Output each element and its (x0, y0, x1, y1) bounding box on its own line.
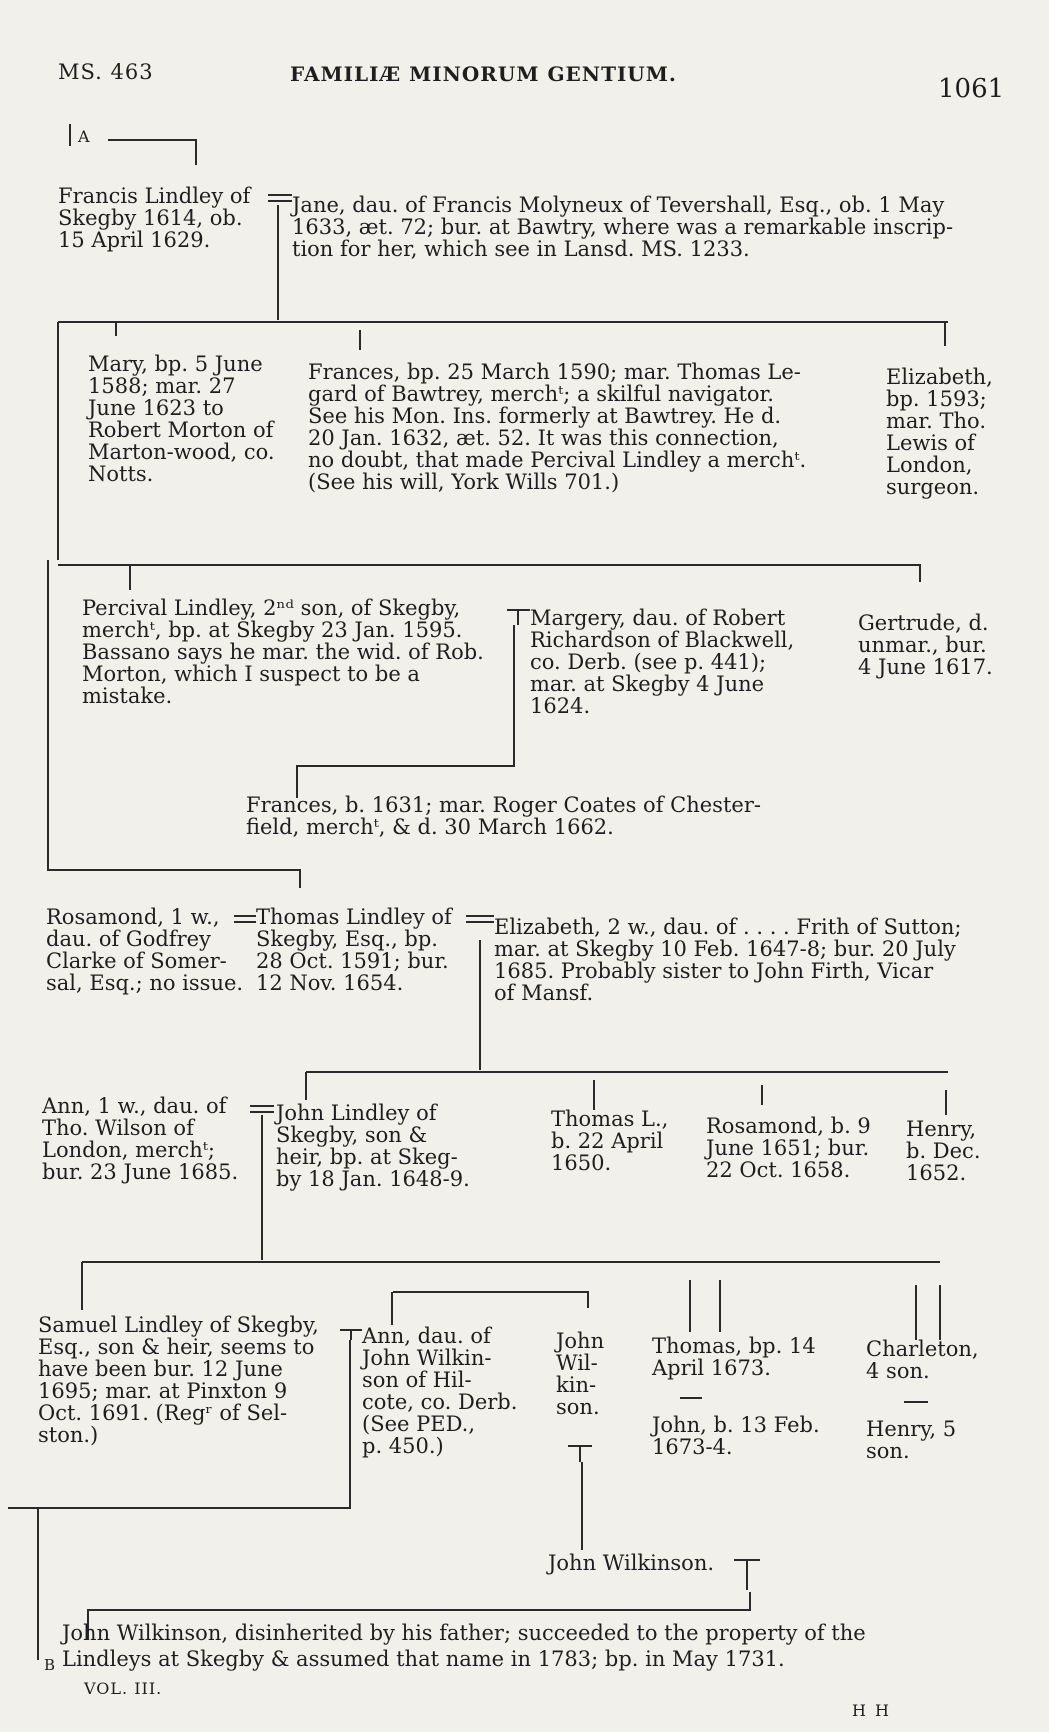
john-lindley-entry: John Lindley of Skegby, son & heir, bp. at Skeg- by 18 Jan. 1648-9. (276, 1101, 470, 1191)
rosamond-clarke-entry: Rosamond, 1 w., dau. of Godfrey Clarke of Somer- sal, Esq.; no issue. (46, 905, 244, 995)
jane-molyneux-entry: Jane, dau. of Francis Molyneux of Tevershall, Esq., ob. 1 May 1633, æt. 72; bur. at Bawtry, where was a remarkable inscrip- tion for her, which see in Lansd. MS. 1233. (292, 193, 954, 261)
john-wilkinson-son-entry: John Wil- kin- son. (556, 1329, 605, 1419)
ann-wilson-entry: Ann, 1 w., dau. of Tho. Wilson of London, merchᵗ; bur. 23 June 1685. (42, 1094, 239, 1184)
margery-richardson-entry: Margery, dau. of Robert Richardson of Blackwell, co. Derb. (see p. 441); mar. at Skegby 4 June 1624. (530, 606, 795, 718)
thomas-l-entry: Thomas L., b. 22 April 1650. (551, 1107, 669, 1175)
rosamond-b-entry: Rosamond, b. 9 June 1651; bur. 22 Oct. 1658. (706, 1114, 871, 1182)
ann-wilkinson-entry: Ann, dau. of John Wilkin- son of Hil- cote, co. Derb. (See PED., p. 450.) (362, 1324, 518, 1458)
frances-coates-entry: Frances, b. 1631; mar. Roger Coates of Chester- field, merchᵗ, & d. 30 March 1662. (246, 793, 761, 839)
thomas-1673-entry: Thomas, bp. 14 April 1673. (652, 1334, 816, 1380)
continuation-marker-b: B (44, 1656, 56, 1674)
volume-label: VOL. III. (84, 1679, 163, 1698)
francis-lindley-entry: Francis Lindley of Skegby 1614, ob. 15 April 1629. (58, 184, 251, 252)
ms-number: MS. 463 (58, 60, 154, 84)
henry-5-entry: Henry, 5 son. (866, 1417, 957, 1463)
page-title: FAMILIÆ MINORUM GENTIUM. (290, 62, 677, 86)
john-wilkinson-entry: John Wilkinson. (548, 1551, 715, 1575)
thomas-lindley-entry: Thomas Lindley of Skegby, Esq., bp. 28 Oct. 1591; bur. 12 Nov. 1654. (256, 905, 452, 995)
page-number: 1061 (938, 74, 1005, 104)
signature-mark: H H (852, 1701, 891, 1720)
mary-entry: Mary, bp. 5 June 1588; mar. 27 June 1623 to Robert Morton of Marton-wood, co. Notts. (88, 352, 275, 486)
henry-entry: Henry, b. Dec. 1652. (906, 1117, 981, 1185)
elizabeth-frith-entry: Elizabeth, 2 w., dau. of . . . . Frith of Sutton; mar. at Skegby 10 Feb. 1647-8; bur. 20 July 1685. Probably sister to John Firth, Vicar of Mansf. (494, 915, 962, 1005)
gertrude-entry: Gertrude, d. unmar., bur. 4 June 1617. (858, 611, 993, 679)
continuation-marker-a: A (78, 127, 90, 146)
john-wilkinson-final-entry: John Wilkinson, disinherited by his father; succeeded to the property of the Lindleys at Skegby & assumed that name in 1783; bp. in May 1731. (62, 1621, 866, 1671)
john-1673-entry: John, b. 13 Feb. 1673-4. (652, 1413, 820, 1459)
elizabeth-lewis-entry: Elizabeth, bp. 1593; mar. Tho. Lewis of London, surgeon. (886, 365, 993, 499)
percival-lindley-entry: Percival Lindley, 2ⁿᵈ son, of Skegby, merchᵗ, bp. at Skegby 23 Jan. 1595. Bassano says he mar. the wid. of Rob. Morton, which I suspect to be a mistake. (82, 596, 484, 708)
frances-legard-entry: Frances, bp. 25 March 1590; mar. Thomas Le- gard of Bawtrey, merchᵗ; a skilful navigator. See his Mon. Ins. formerly at Bawtrey. He d. 20 Jan. 1632, æt. 52. It was this connection, no doubt, that made Percival Lindley a merchᵗ. (See his will, York Wills 701.) (308, 360, 807, 494)
charleton-entry: Charleton, 4 son. (866, 1337, 979, 1383)
samuel-lindley-entry: Samuel Lindley of Skegby, Esq., son & heir, seems to have been bur. 12 June 1695; mar. at Pinxton 9 Oct. 1691. (Regʳ of Sel- ston.) (38, 1313, 319, 1447)
